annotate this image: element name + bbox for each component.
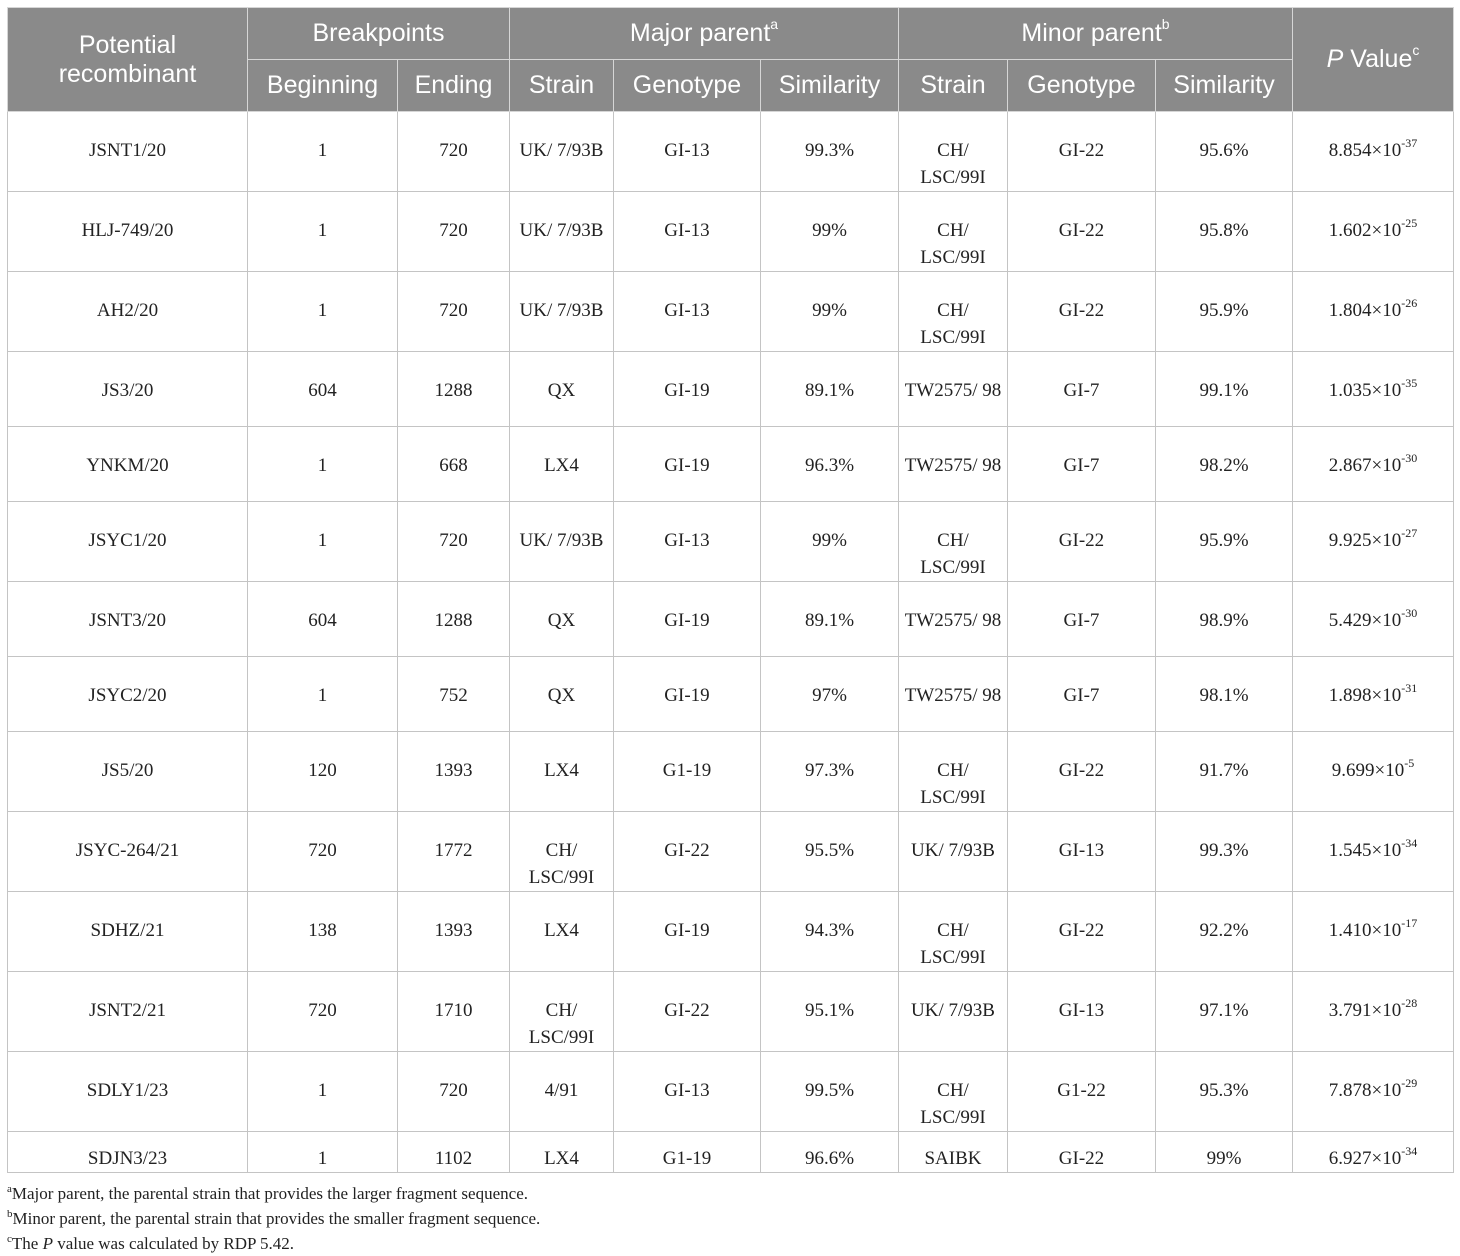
cell-minor-genotype: GI-22	[1008, 1132, 1156, 1173]
table-row	[8, 582, 1454, 657]
cell-minor-strain: TW2575/ 98	[899, 352, 1008, 427]
cell-beginning: 1	[248, 657, 398, 732]
cell-ending: 1710	[398, 972, 510, 1052]
cell-minor-genotype: GI-22	[1008, 732, 1156, 812]
table-row	[8, 812, 1454, 892]
cell-minor-similarity: 95.9%	[1156, 502, 1293, 582]
table-row	[8, 502, 1454, 582]
p-value-exponent: -35	[1401, 376, 1418, 390]
p-value-exponent: -17	[1401, 916, 1418, 930]
p-value-base: 1.410×10	[1328, 920, 1402, 941]
cell-p-value	[1293, 1132, 1454, 1173]
p-value-exponent: -34	[1401, 836, 1418, 850]
p-value-exponent: -26	[1401, 296, 1418, 310]
cell-minor-strain: CH/ LSC/99I	[899, 112, 1008, 192]
recombination-table	[7, 7, 1454, 1173]
header-minor-similarity: Similarity	[1156, 60, 1293, 112]
cell-recombinant: JSYC1/20	[8, 502, 248, 582]
cell-minor-genotype: GI-7	[1008, 427, 1156, 502]
header-minor-parent	[899, 8, 1293, 60]
p-value-base: 1.545×10	[1328, 840, 1402, 861]
footnote-b-text: Minor parent, the parental strain that provides the smaller fragment sequence.	[12, 1209, 541, 1228]
cell-major-genotype: G1-19	[614, 732, 761, 812]
p-value-text	[1328, 451, 1418, 476]
cell-minor-strain: CH/ LSC/99I	[899, 892, 1008, 972]
p-value-text	[1331, 756, 1415, 781]
cell-ending: 1288	[398, 352, 510, 427]
cell-recombinant: JS5/20	[8, 732, 248, 812]
cell-major-similarity: 99.5%	[761, 1052, 899, 1132]
cell-recombinant: JS3/20	[8, 352, 248, 427]
cell-ending: 720	[398, 502, 510, 582]
cell-minor-strain: CH/ LSC/99I	[899, 192, 1008, 272]
p-value-base: 1.602×10	[1328, 220, 1402, 241]
cell-p-value	[1293, 812, 1454, 892]
header-minor-parent-label: Minor parent	[1021, 19, 1162, 47]
cell-major-strain: CH/ LSC/99I	[510, 972, 614, 1052]
p-value-exponent: -29	[1401, 1076, 1418, 1090]
cell-minor-genotype: GI-22	[1008, 892, 1156, 972]
cell-beginning: 1	[248, 502, 398, 582]
header-minor-genotype: Genotype	[1008, 60, 1156, 112]
cell-major-genotype: GI-19	[614, 582, 761, 657]
table-row	[8, 272, 1454, 352]
table-row	[8, 657, 1454, 732]
cell-minor-similarity: 98.1%	[1156, 657, 1293, 732]
table-row	[8, 1132, 1454, 1173]
p-value-base: 9.699×10	[1331, 760, 1405, 781]
header-p-italic: P	[1326, 45, 1344, 73]
cell-ending: 1288	[398, 582, 510, 657]
cell-p-value	[1293, 972, 1454, 1052]
table-row	[8, 1052, 1454, 1132]
cell-p-value	[1293, 352, 1454, 427]
cell-minor-similarity: 97.1%	[1156, 972, 1293, 1052]
cell-minor-genotype: GI-13	[1008, 812, 1156, 892]
cell-minor-genotype: GI-7	[1008, 352, 1156, 427]
cell-minor-similarity: 99.1%	[1156, 352, 1293, 427]
cell-major-genotype: GI-22	[614, 812, 761, 892]
table-row	[8, 192, 1454, 272]
cell-minor-strain: UK/ 7/93B	[899, 972, 1008, 1052]
footnote-c-italic: P	[42, 1234, 53, 1253]
cell-major-genotype: GI-13	[614, 502, 761, 582]
cell-major-similarity: 97%	[761, 657, 899, 732]
cell-minor-genotype: G1-22	[1008, 1052, 1156, 1132]
p-value-exponent: -5	[1404, 756, 1415, 770]
cell-beginning: 720	[248, 812, 398, 892]
p-value-base: 6.927×10	[1328, 1148, 1402, 1169]
cell-ending: 720	[398, 272, 510, 352]
cell-ending: 1393	[398, 732, 510, 812]
header-p-label: Value	[1343, 45, 1413, 73]
cell-minor-strain: CH/ LSC/99I	[899, 732, 1008, 812]
cell-recombinant: SDLY1/23	[8, 1052, 248, 1132]
cell-p-value	[1293, 112, 1454, 192]
cell-minor-strain: CH/ LSC/99I	[899, 1052, 1008, 1132]
cell-minor-similarity: 99%	[1156, 1132, 1293, 1173]
header-minor-strain: Strain	[899, 60, 1008, 112]
table-row	[8, 112, 1454, 192]
header-major-parent-label: Major parent	[629, 19, 771, 47]
footnote-c-post: value was calculated by RDP 5.42.	[52, 1234, 295, 1253]
cell-ending: 720	[398, 192, 510, 272]
p-value-exponent: -31	[1401, 681, 1418, 695]
cell-minor-strain: CH/ LSC/99I	[899, 502, 1008, 582]
cell-major-similarity: 99%	[761, 192, 899, 272]
cell-major-genotype: GI-22	[614, 972, 761, 1052]
cell-beginning: 1	[248, 427, 398, 502]
cell-p-value	[1293, 732, 1454, 812]
p-value-base: 3.791×10	[1328, 1000, 1402, 1021]
cell-major-similarity: 99%	[761, 272, 899, 352]
cell-major-genotype: GI-19	[614, 657, 761, 732]
cell-major-genotype: GI-19	[614, 352, 761, 427]
header-p-value	[1293, 8, 1454, 112]
footnote-mark-b: b	[1161, 16, 1170, 32]
p-value-exponent: -34	[1401, 1144, 1418, 1158]
p-value-text	[1328, 136, 1418, 161]
cell-major-strain: QX	[510, 657, 614, 732]
footnote-b	[7, 1206, 1453, 1231]
table-container	[7, 7, 1453, 1256]
cell-major-strain: UK/ 7/93B	[510, 502, 614, 582]
table-row	[8, 352, 1454, 427]
cell-major-strain: QX	[510, 352, 614, 427]
footnotes	[7, 1181, 1453, 1256]
table-row	[8, 732, 1454, 812]
cell-major-similarity: 96.3%	[761, 427, 899, 502]
cell-ending: 668	[398, 427, 510, 502]
cell-p-value	[1293, 892, 1454, 972]
p-value-text	[1328, 916, 1418, 941]
cell-major-genotype: GI-19	[614, 427, 761, 502]
cell-major-strain: LX4	[510, 732, 614, 812]
cell-beginning: 1	[248, 112, 398, 192]
cell-ending: 720	[398, 1052, 510, 1132]
cell-beginning: 1	[248, 272, 398, 352]
cell-recombinant: JSYC-264/21	[8, 812, 248, 892]
cell-p-value	[1293, 657, 1454, 732]
cell-minor-similarity: 98.2%	[1156, 427, 1293, 502]
header-major-genotype: Genotype	[614, 60, 761, 112]
p-value-text	[1328, 606, 1418, 631]
cell-major-similarity: 99%	[761, 502, 899, 582]
cell-major-strain: CH/ LSC/99I	[510, 812, 614, 892]
cell-beginning: 1	[248, 1052, 398, 1132]
header-ending: Ending	[398, 60, 510, 112]
cell-minor-genotype: GI-13	[1008, 972, 1156, 1052]
cell-major-strain: QX	[510, 582, 614, 657]
p-value-base: 2.867×10	[1328, 455, 1402, 476]
cell-major-similarity: 95.5%	[761, 812, 899, 892]
p-value-exponent: -27	[1401, 526, 1418, 540]
cell-major-genotype: G1-19	[614, 1132, 761, 1173]
cell-major-similarity: 95.1%	[761, 972, 899, 1052]
cell-minor-strain: CH/ LSC/99I	[899, 272, 1008, 352]
cell-major-similarity: 96.6%	[761, 1132, 899, 1173]
cell-recombinant: JSNT3/20	[8, 582, 248, 657]
p-value-text	[1328, 526, 1418, 551]
p-value-exponent: -37	[1401, 136, 1418, 150]
header-major-strain: Strain	[510, 60, 614, 112]
p-value-text	[1328, 296, 1418, 321]
p-value-base: 1.804×10	[1328, 300, 1402, 321]
cell-recombinant: SDJN3/23	[8, 1132, 248, 1173]
cell-minor-genotype: GI-22	[1008, 272, 1156, 352]
cell-major-similarity: 89.1%	[761, 582, 899, 657]
cell-minor-genotype: GI-22	[1008, 502, 1156, 582]
cell-recombinant: SDHZ/21	[8, 892, 248, 972]
cell-beginning: 604	[248, 582, 398, 657]
p-value-base: 8.854×10	[1328, 140, 1402, 161]
cell-p-value	[1293, 582, 1454, 657]
cell-ending: 1102	[398, 1132, 510, 1173]
cell-major-strain: LX4	[510, 1132, 614, 1173]
table-row	[8, 892, 1454, 972]
cell-minor-strain: TW2575/ 98	[899, 657, 1008, 732]
p-value-base: 9.925×10	[1328, 530, 1402, 551]
p-value-exponent: -25	[1401, 216, 1418, 230]
header-beginning: Beginning	[248, 60, 398, 112]
p-value-exponent: -28	[1401, 996, 1418, 1010]
footnote-a-mark: a	[7, 1183, 12, 1195]
p-value-text	[1328, 216, 1418, 241]
cell-major-strain: 4/91	[510, 1052, 614, 1132]
p-value-text	[1328, 1144, 1418, 1169]
cell-minor-strain: SAIBK	[899, 1132, 1008, 1173]
p-value-text	[1328, 1076, 1418, 1101]
header-potential-recombinant: Potential recombinant	[8, 8, 248, 112]
p-value-text	[1328, 681, 1418, 706]
header-major-similarity: Similarity	[761, 60, 899, 112]
cell-minor-genotype: GI-7	[1008, 582, 1156, 657]
p-value-exponent: -30	[1401, 451, 1418, 465]
p-value-text	[1328, 996, 1418, 1021]
cell-beginning: 1	[248, 1132, 398, 1173]
cell-minor-genotype: GI-22	[1008, 192, 1156, 272]
footnote-mark-c: c	[1412, 42, 1420, 58]
cell-minor-similarity: 98.9%	[1156, 582, 1293, 657]
cell-recombinant: HLJ-749/20	[8, 192, 248, 272]
footnote-c	[7, 1231, 1453, 1256]
table-body	[8, 112, 1454, 1173]
cell-p-value	[1293, 1052, 1454, 1132]
cell-p-value	[1293, 192, 1454, 272]
p-value-base: 1.898×10	[1328, 685, 1402, 706]
cell-major-genotype: GI-13	[614, 272, 761, 352]
cell-major-genotype: GI-19	[614, 892, 761, 972]
cell-minor-strain: UK/ 7/93B	[899, 812, 1008, 892]
cell-beginning: 604	[248, 352, 398, 427]
cell-major-similarity: 89.1%	[761, 352, 899, 427]
cell-recombinant: AH2/20	[8, 272, 248, 352]
cell-recombinant: JSNT1/20	[8, 112, 248, 192]
cell-p-value	[1293, 272, 1454, 352]
cell-minor-similarity: 91.7%	[1156, 732, 1293, 812]
cell-major-genotype: GI-13	[614, 112, 761, 192]
cell-recombinant: JSNT2/21	[8, 972, 248, 1052]
cell-major-strain: LX4	[510, 427, 614, 502]
cell-major-similarity: 97.3%	[761, 732, 899, 812]
footnote-c-pre: The	[11, 1234, 43, 1253]
p-value-text	[1328, 836, 1418, 861]
cell-beginning: 138	[248, 892, 398, 972]
cell-ending: 752	[398, 657, 510, 732]
cell-major-genotype: GI-13	[614, 1052, 761, 1132]
header-major-parent	[510, 8, 899, 60]
cell-recombinant: JSYC2/20	[8, 657, 248, 732]
p-value-exponent: -30	[1401, 606, 1418, 620]
table-row	[8, 427, 1454, 502]
cell-minor-similarity: 95.6%	[1156, 112, 1293, 192]
cell-minor-genotype: GI-7	[1008, 657, 1156, 732]
p-value-base: 5.429×10	[1328, 610, 1402, 631]
cell-ending: 1772	[398, 812, 510, 892]
cell-beginning: 1	[248, 192, 398, 272]
cell-minor-similarity: 95.3%	[1156, 1052, 1293, 1132]
cell-minor-strain: TW2575/ 98	[899, 582, 1008, 657]
footnote-a-text: Major parent, the parental strain that provides the larger fragment sequence.	[11, 1184, 528, 1203]
cell-major-similarity: 99.3%	[761, 112, 899, 192]
cell-major-strain: UK/ 7/93B	[510, 112, 614, 192]
header-breakpoints: Breakpoints	[248, 8, 510, 60]
cell-beginning: 720	[248, 972, 398, 1052]
cell-major-similarity: 94.3%	[761, 892, 899, 972]
cell-major-strain: UK/ 7/93B	[510, 272, 614, 352]
cell-minor-genotype: GI-22	[1008, 112, 1156, 192]
cell-ending: 1393	[398, 892, 510, 972]
table-row	[8, 972, 1454, 1052]
footnote-b-mark: b	[7, 1208, 13, 1220]
p-value-base: 7.878×10	[1328, 1080, 1402, 1101]
cell-minor-similarity: 95.9%	[1156, 272, 1293, 352]
cell-recombinant: YNKM/20	[8, 427, 248, 502]
footnote-c-mark: c	[7, 1233, 12, 1245]
p-value-base: 1.035×10	[1328, 380, 1402, 401]
cell-minor-similarity: 92.2%	[1156, 892, 1293, 972]
cell-beginning: 120	[248, 732, 398, 812]
p-value-text	[1328, 376, 1418, 401]
cell-p-value	[1293, 502, 1454, 582]
footnote-a	[7, 1181, 1453, 1206]
cell-minor-similarity: 99.3%	[1156, 812, 1293, 892]
cell-major-strain: UK/ 7/93B	[510, 192, 614, 272]
table-header	[8, 8, 1454, 112]
cell-major-strain: LX4	[510, 892, 614, 972]
cell-p-value	[1293, 427, 1454, 502]
cell-major-genotype: GI-13	[614, 192, 761, 272]
cell-ending: 720	[398, 112, 510, 192]
cell-minor-strain: TW2575/ 98	[899, 427, 1008, 502]
cell-minor-similarity: 95.8%	[1156, 192, 1293, 272]
footnote-mark-a: a	[770, 16, 779, 32]
